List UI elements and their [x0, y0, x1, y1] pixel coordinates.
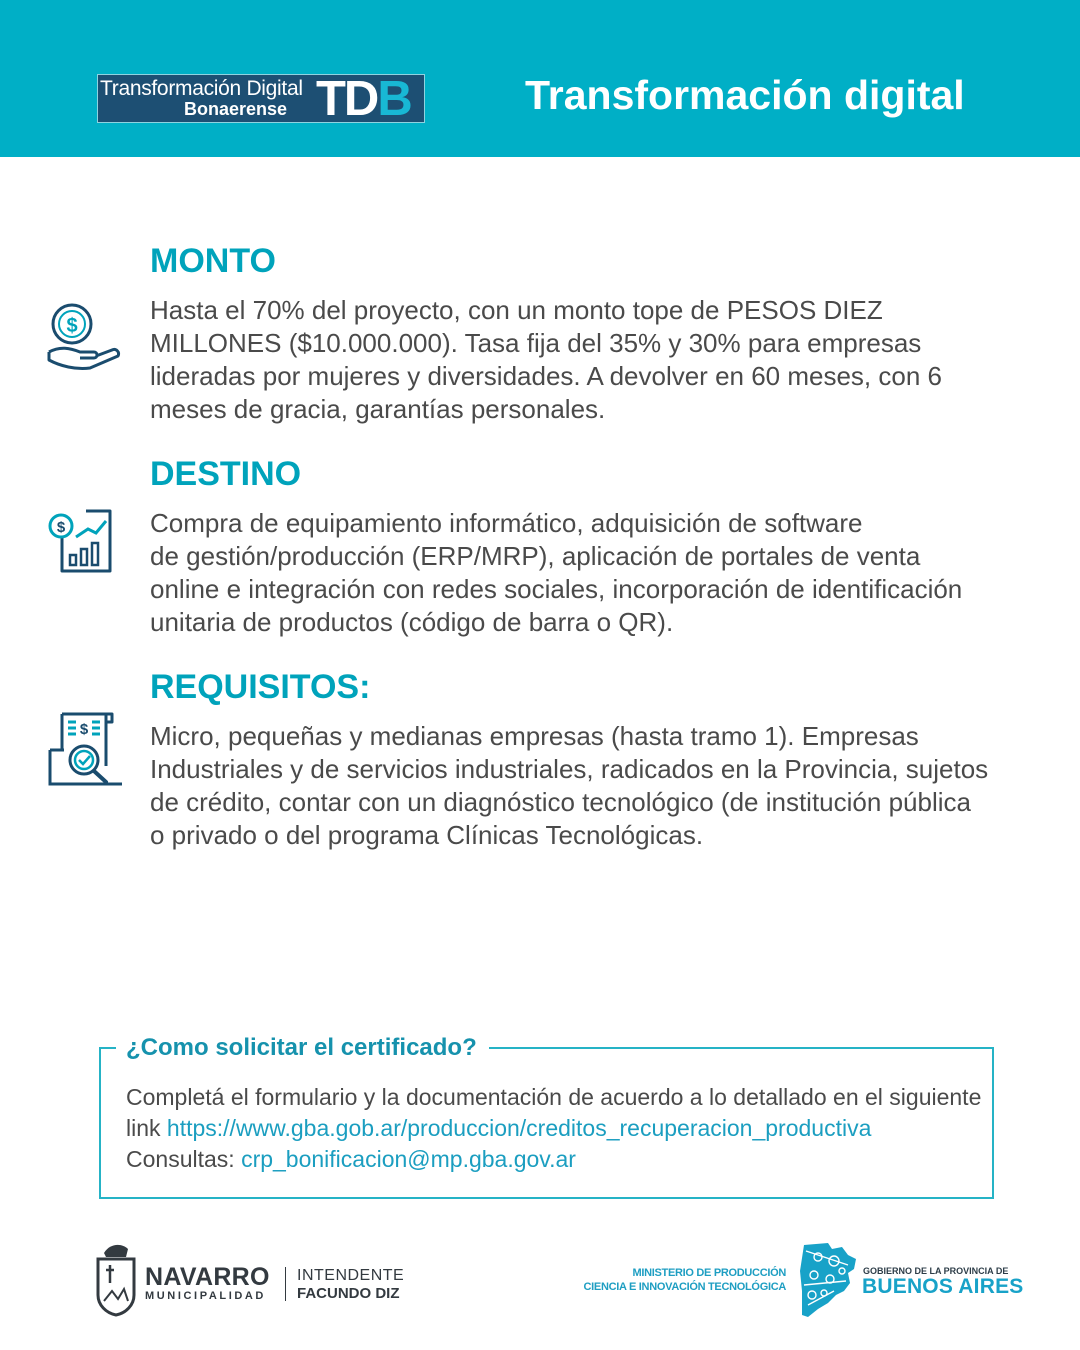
section-title: REQUISITOS: [150, 668, 371, 706]
gobierno-line-2: BUENOS AIRES [862, 1275, 1024, 1298]
logo-mark-b: B [377, 72, 411, 126]
certificate-text [126, 1082, 982, 1175]
finance-chart-icon [46, 505, 124, 585]
ministerio-logo-text [570, 1266, 786, 1294]
contact-email-link[interactable]: crp_bonificacion@mp.gba.gov.ar [241, 1146, 576, 1172]
section-line: MILLONES ($10.000.000). Tasa fija del 35% y 30% para empresas [150, 328, 922, 358]
section-title: DESTINO [150, 455, 302, 493]
ministerio-line-2: CIENCIA E INNOVACIÓN TECNOLÓGICA [583, 1281, 786, 1293]
section-line: Compra de equipamiento informático, adquisición de software [150, 508, 863, 538]
svg-text:$: $ [56, 519, 66, 536]
logo-mark [316, 73, 411, 125]
section-title: MONTO [150, 242, 276, 280]
link-prefix: link [126, 1115, 167, 1141]
logo-line-1: Transformación Digital [100, 77, 303, 100]
money-hand-icon [46, 300, 124, 380]
section-line: unitaria de productos (código de barra o QR). [150, 607, 674, 637]
navarro-logo [96, 1243, 416, 1317]
logo-line-2: Bonaerense [184, 99, 288, 119]
buenos-aires-map-icon [798, 1241, 858, 1319]
certificate-line-3 [126, 1144, 976, 1175]
section-line: de crédito, contar con un diagnóstico tecnológico (de institución pública [150, 787, 971, 817]
navarro-name: NAVARRO [145, 1263, 270, 1291]
section-line: o privado o del programa Clínicas Tecnológicas. [150, 820, 704, 850]
page-title: Transformación digital [525, 72, 965, 118]
navarro-shield-icon [96, 1243, 136, 1317]
section-line: de gestión/producción (ERP/MRP), aplicación de portales de venta [150, 541, 921, 571]
section-body [150, 507, 1000, 639]
document-search-icon [46, 710, 124, 790]
certificate-line-1: Completá el formulario y la documentación de acuerdo a lo detallado en el siguiente [126, 1084, 982, 1110]
section-line: Hasta el 70% del proyecto, con un monto tope de PESOS DIEZ [150, 295, 883, 325]
section-line: online e integración con redes sociales, incorporación de identificación [150, 574, 963, 604]
svg-text:$: $ [79, 721, 89, 738]
section-line: meses de gracia, garantías personales. [150, 394, 606, 424]
contact-prefix: Consultas: [126, 1146, 242, 1172]
section-line: Micro, pequeñas y medianas empresas (hasta tramo 1). Empresas [150, 721, 919, 751]
form-link[interactable]: https://www.gba.gob.ar/produccion/creditos_recuperacion_productiva [166, 1115, 872, 1141]
section-line: lideradas por mujeres y diversidades. A devolver en 60 meses, con 6 [150, 361, 942, 391]
divider [285, 1267, 286, 1301]
logo-mark-td: TD [316, 72, 378, 126]
gobierno-line-1: GOBIERNO DE LA PROVINCIA DE [863, 1266, 1009, 1276]
certificate-title: ¿Como solicitar el certificado? [116, 1034, 489, 1062]
certificate-line-2 [126, 1113, 976, 1144]
navarro-sub: MUNICIPALIDAD [145, 1290, 266, 1302]
ministerio-line-1: MINISTERIO DE PRODUCCIÓN [632, 1267, 786, 1279]
intendente-name: FACUNDO DIZ [297, 1285, 400, 1302]
section-body [150, 294, 1000, 426]
intendente-label: INTENDENTE [297, 1267, 405, 1284]
section-body [150, 720, 1000, 852]
tdb-logo [97, 72, 425, 126]
header-bar [0, 0, 1080, 157]
section-line: Industriales y de servicios industriales, radicados en la Provincia, sujetos [150, 754, 989, 784]
svg-text:$: $ [66, 315, 78, 337]
